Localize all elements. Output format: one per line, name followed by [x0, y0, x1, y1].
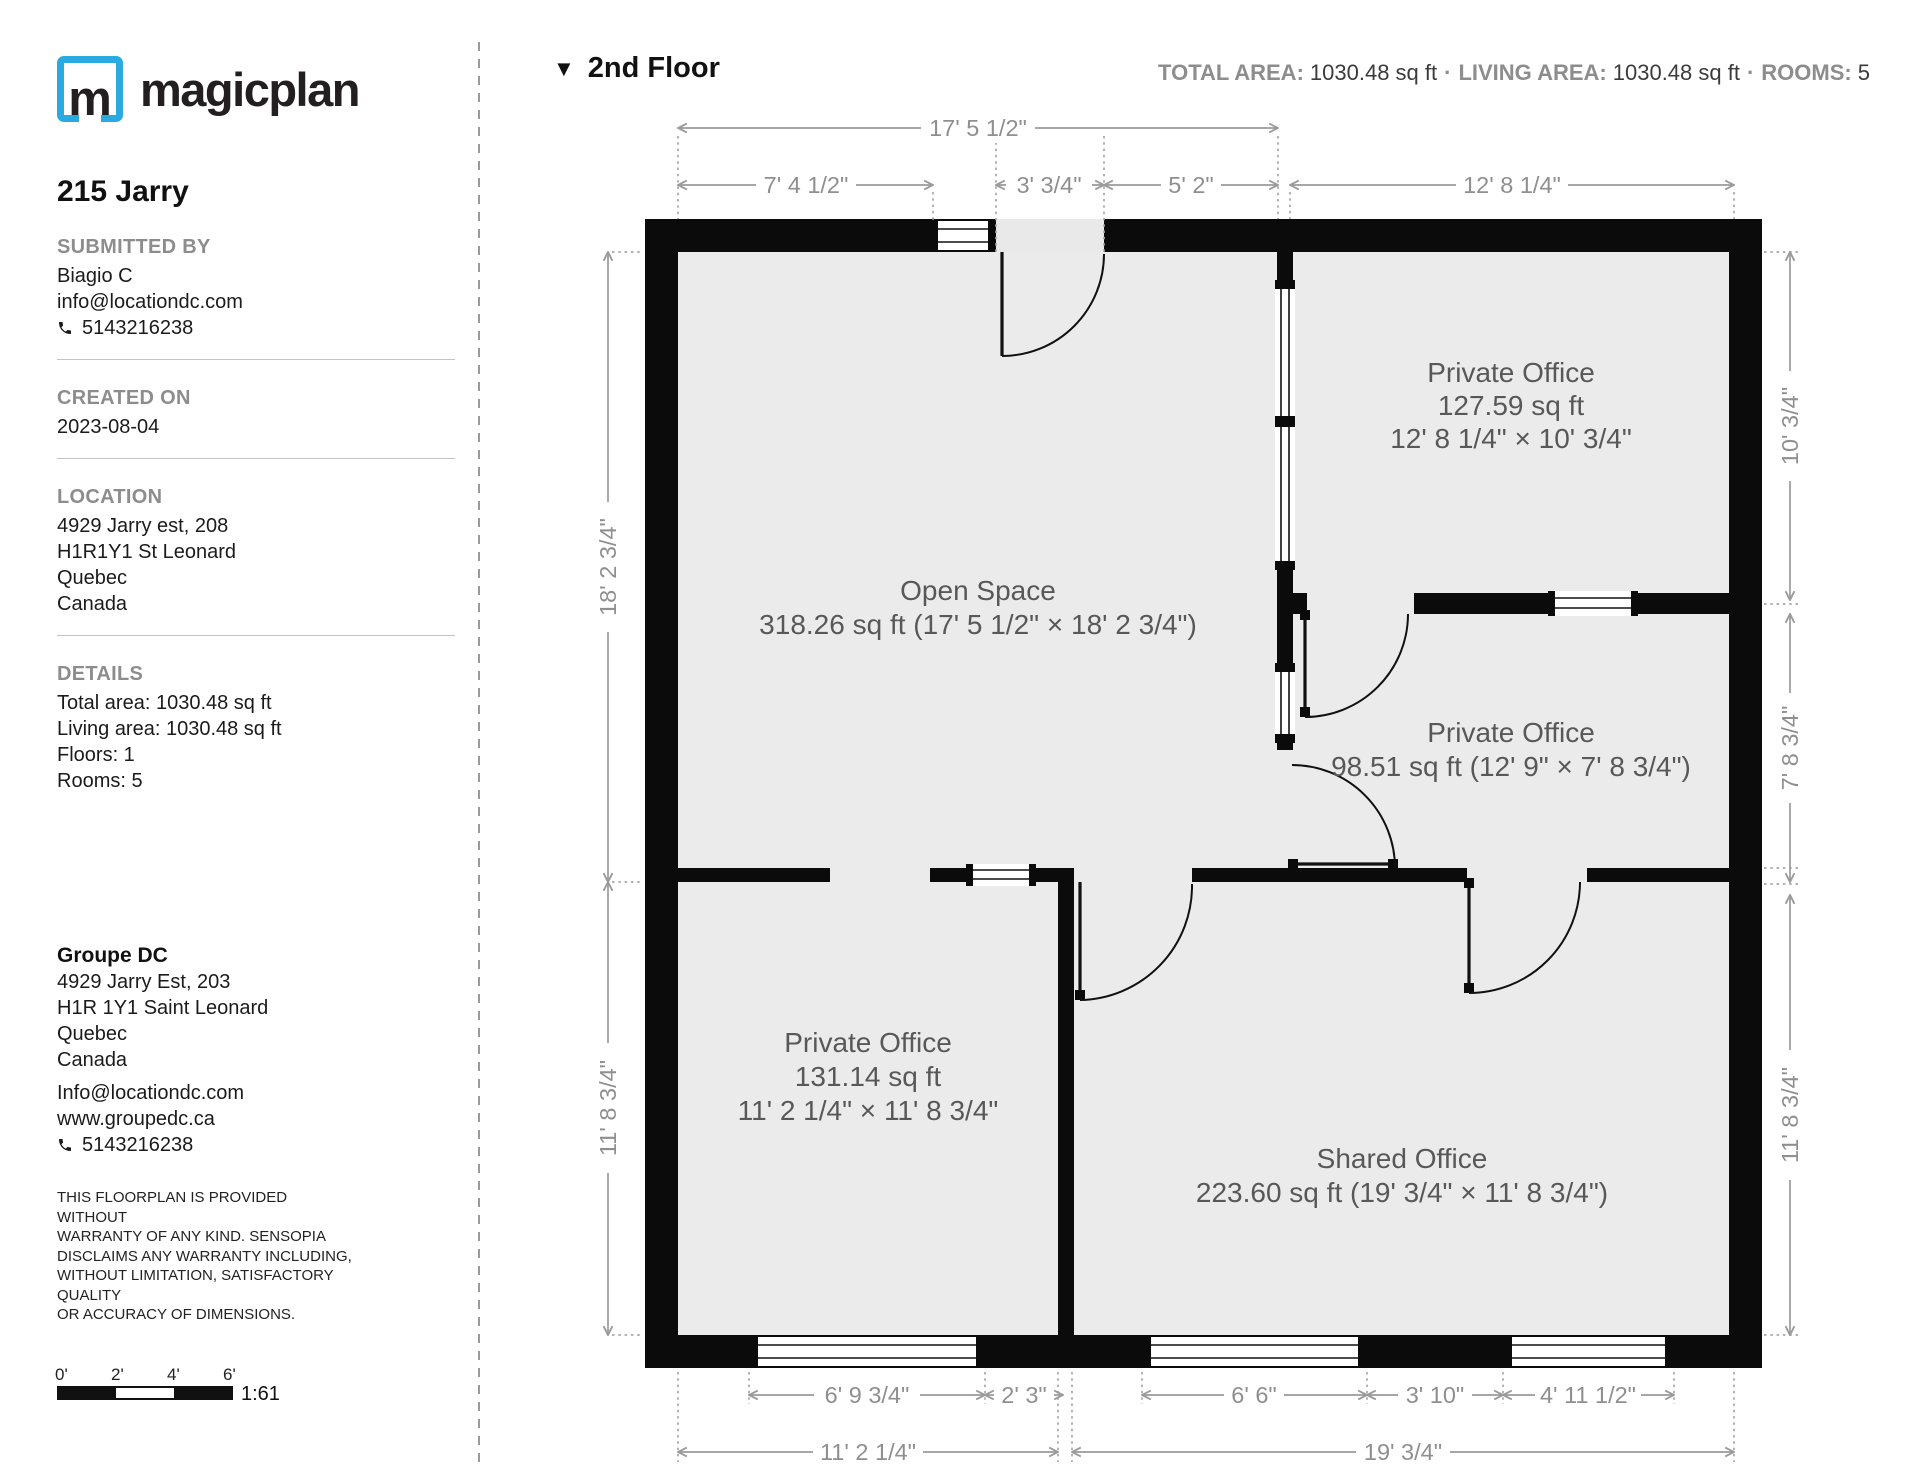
- location-section: [57, 486, 457, 636]
- details-heading: DETAILS: [57, 663, 144, 685]
- location-line: H1R1Y1 St Leonard: [57, 541, 237, 563]
- dim-right-lower: 11' 8 3/4": [1777, 1066, 1803, 1164]
- scale-ratio: 1:61: [241, 1382, 280, 1405]
- dim-bottom-right-total: 19' 3/4": [1363, 1439, 1443, 1465]
- logo-monogram: m: [68, 72, 112, 126]
- details-line: Living area: 1030.48 sq ft: [57, 718, 282, 740]
- magicplan-logo: [57, 55, 457, 126]
- company-address-line: Canada: [57, 1049, 128, 1071]
- divider-rule: [57, 458, 455, 459]
- company-address-line: 4929 Jarry Est, 203: [57, 971, 231, 993]
- svg-text:11' 2 1/4" × 11' 8 3/4": 11' 2 1/4" × 11' 8 3/4": [737, 1095, 999, 1126]
- disclaimer: THIS FLOORPLAN IS PROVIDED WITHOUT WARRANTY OF ANY KIND. SENSOPIA DISCLAIMS ANY WARRANTY INCLUDING, WITHOUT LIMITATION, SATISFACTORY QUALITY OR ACCURACY OF DIMENSIONS.: [57, 1189, 352, 1323]
- details-line: Floors: 1: [57, 744, 135, 766]
- logo-wordmark: magicplan: [140, 62, 359, 116]
- rooms-value: 5: [1857, 60, 1870, 85]
- svg-text:127.59 sq ft: 127.59 sq ft: [1437, 390, 1585, 421]
- svg-text:223.60 sq ft (19' 3/4" × 11' 8: 223.60 sq ft (19' 3/4" × 11' 8 3/4"): [1195, 1177, 1609, 1208]
- dim-top-seg2: 5' 2": [1168, 172, 1214, 198]
- submitter-email[interactable]: info@locationdc.com: [57, 291, 243, 313]
- total-area-value: 1030.48 sq ft: [1309, 60, 1438, 85]
- dim-bottom-window1: 6' 9 3/4": [824, 1382, 910, 1408]
- scale-ticks: 0' 2' 4' 6': [55, 1364, 236, 1384]
- plan-summary: TOTAL AREA: 1030.48 sq ft · LIVING AREA: 1030.48 sq ft · ROOMS: 5: [1158, 60, 1870, 85]
- company-website[interactable]: www.groupedc.ca: [57, 1108, 215, 1130]
- created-on-section: [57, 387, 457, 459]
- sidebar: [55, 55, 457, 1405]
- svg-text:131.14 sq ft: 131.14 sq ft: [794, 1061, 942, 1092]
- dim-bottom-left-total: 11' 2 1/4": [819, 1439, 917, 1465]
- phone-icon: [57, 320, 73, 336]
- door-threshold: [996, 219, 1104, 252]
- company-name: Groupe DC: [57, 944, 168, 967]
- svg-text:12' 8 1/4" × 10' 3/4": 12' 8 1/4" × 10' 3/4": [1390, 423, 1632, 454]
- collapse-triangle-icon: ▼: [553, 55, 575, 81]
- company-email[interactable]: Info@locationdc.com: [57, 1082, 245, 1104]
- dim-top-seg1: 7' 4 1/2": [763, 172, 849, 198]
- company-address-line: Quebec: [57, 1023, 128, 1045]
- phone-icon: [57, 1137, 73, 1153]
- details-section: [57, 663, 457, 794]
- details-line: Total area: 1030.48 sq ft: [57, 692, 272, 714]
- floor-selector[interactable]: [553, 52, 720, 85]
- submitted-by-section: [57, 236, 457, 360]
- dim-right-upper: 10' 3/4": [1777, 386, 1803, 466]
- divider-rule: [57, 359, 455, 360]
- rooms-label: ROOMS:: [1761, 60, 1852, 85]
- project-title: 215 Jarry: [57, 175, 189, 208]
- submitter-phone[interactable]: 5143216238: [57, 315, 457, 341]
- dim-right-middle: 7' 8 3/4": [1777, 705, 1803, 791]
- location-heading: LOCATION: [57, 486, 163, 508]
- svg-text:98.51 sq ft (12' 9" × 7' 8 3/4: 98.51 sq ft (12' 9" × 7' 8 3/4"): [1331, 751, 1691, 782]
- company-address-line: H1R 1Y1 Saint Leonard: [57, 997, 269, 1019]
- living-area-label: LIVING AREA:: [1458, 60, 1607, 85]
- scale-bar-graphic: [57, 1386, 233, 1400]
- dim-top-office: 12' 8 1/4": [1463, 172, 1561, 198]
- floorplan-drawing: [520, 90, 1920, 1483]
- floor-name: 2nd Floor: [587, 52, 720, 84]
- submitted-by-heading: SUBMITTED BY: [57, 236, 211, 258]
- svg-text:Open Space: Open Space: [900, 575, 1056, 606]
- dim-left-upper: 18' 2 3/4": [595, 518, 621, 616]
- location-line: Quebec: [57, 567, 128, 589]
- dim-bottom-window3: 4' 11 1/2": [1539, 1382, 1637, 1408]
- svg-text:Private Office: Private Office: [784, 1027, 952, 1058]
- svg-text:Shared Office: Shared Office: [1316, 1143, 1488, 1174]
- dim-top-door: 3' 3/4": [1016, 172, 1082, 198]
- dim-top-overall: 17' 5 1/2": [929, 115, 1027, 141]
- location-line: 4929 Jarry est, 208: [57, 515, 229, 537]
- dim-left-lower: 11' 8 3/4": [595, 1059, 621, 1157]
- created-on-heading: CREATED ON: [57, 387, 191, 409]
- divider-rule: [57, 635, 455, 636]
- submitter-name: Biagio C: [57, 265, 133, 287]
- created-on-date: 2023-08-04: [57, 416, 160, 438]
- dim-bottom-window2: 6' 6": [1231, 1382, 1277, 1408]
- living-area-value: 1030.48 sq ft: [1612, 60, 1740, 85]
- svg-text:318.26 sq ft (17' 5 1/2" × 18': 318.26 sq ft (17' 5 1/2" × 18' 2 3/4"): [759, 609, 1197, 640]
- total-area-label: TOTAL AREA:: [1158, 60, 1304, 85]
- company-phone[interactable]: 5143216238: [57, 1132, 457, 1158]
- logo-mark-icon: [57, 56, 123, 126]
- vertical-divider: [478, 42, 480, 1462]
- dim-bottom-seg2: 3' 10": [1405, 1382, 1465, 1408]
- company-block: [57, 942, 457, 1158]
- details-line: Rooms: 5: [57, 770, 143, 792]
- svg-text:Private Office: Private Office: [1427, 717, 1595, 748]
- location-line: Canada: [57, 593, 128, 615]
- dim-bottom-seg1: 2' 3": [1001, 1382, 1047, 1408]
- scale-bar: [55, 1364, 297, 1405]
- svg-text:Private Office: Private Office: [1427, 357, 1595, 388]
